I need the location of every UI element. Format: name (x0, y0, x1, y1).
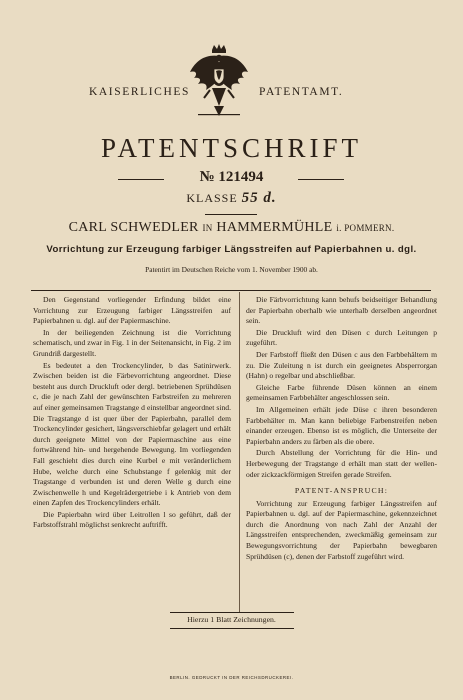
document-title: PATENTSCHRIFT (100, 133, 363, 163)
imperial-eagle-emblem (188, 44, 250, 118)
inventor-in: IN (202, 223, 213, 233)
paragraph: Im Allgemeinen erhält jede Düse c ihren besonderen Farbbehälter m. Man kann beliebige Farbenstreifen neben einander erzeugen. Ebenso ist es möglich, die Unterseite der Papierbahn anders zu färben als die obere. (246, 404, 437, 446)
header-office-right: PATENTAMT. (259, 86, 344, 98)
klasse-label: KLASSE (186, 191, 238, 205)
paragraph: Die Druckluft wird den Düsen c durch Leitungen p zugeführt. (246, 327, 437, 348)
inventor-region: i. POMMERN. (336, 223, 395, 233)
paragraph: Gleiche Farbe führende Düsen können an einem gemeinsamen Farbbehälter angeschlossen sein. (246, 382, 437, 403)
right-column (246, 295, 437, 563)
claim-heading: PATENT-ANSPRUCH: (294, 486, 389, 496)
drawings-note: Hierzu 1 Blatt Zeichnungen. (187, 615, 276, 624)
paragraph: Es bedeutet a den Trockencylinder, b das Satinirwerk. Zwischen beiden ist die Färbevorrichtung angeordnet. Diese besteht aus durch Druckluft oder dergl. betriebenen Sprühdüsen c, die je nach Zahl der gewünschten Farbstreifen zu mehreren auf einer gemeinsamen Tragstange d einstellbar angeordnet sind. Die Tragstange d ist quer über der Papierbahn, parallel dem Trockencylinder gesichert, längsverschiebfar gelagert und erhält durch geeignete Mittel von der Papiermaschine aus eine fortwährend hin- und hergehende Bewegung. Im vorliegenden Fall geschieht dies durch eine Kurbel e mit veränderlichem Hube, welche durch eine Schubstange f gelenkig mit der Tragstange d verbunden ist und deren Welle g durch eine Zwischenwelle h und Kegelrädergetriebe i k Antrieb von dem einen Zapfen des Trockencylinders erhält. (33, 360, 231, 508)
paragraph: Den Gegenstand vorliegender Erfindung bildet eine Vorrichtung zur Erzeugung farbiger Längsstreifen auf Papierbahnen u. dgl. auf der Papiermaschine. (33, 295, 231, 326)
patent-class (0, 190, 463, 207)
header-rule (31, 290, 431, 291)
printer-imprint: BERLIN. GEDRUCKT IN DER REICHSDRUCKEREI. (169, 675, 294, 680)
paragraph: Der Farbstoff fließt den Düsen c aus den Farbbehältern m zu. Die Zuleitung n ist durch ein geeignetes Absperrorgan (Hahn) o regelbar und abschließbar. (246, 349, 437, 381)
inventor-line (0, 220, 463, 236)
column-divider (239, 292, 240, 612)
paragraph: Die Färbvorrichtung kann behufs beidseitiger Behandlung der Papierbahn oberhalb wie unterhalb derselben angeordnet sein. (246, 295, 437, 326)
left-column (33, 295, 231, 532)
claim-text: Vorrichtung zur Erzeugung farbiger Längsstreifen auf Papierbahnen u. dgl. auf der Papiermaschine, gekennzeichnet durch die Anordnung von nach Zahl der Anzahl der Längsstreifen entsprechenden, zweckmäßig gemeinsam zur Bewegungsvorrichtung der Papierbahn bewegbaren Sprühdüsen (c), denen der Farbstoff zugeführt wird. (246, 498, 437, 561)
paragraph: Durch Abstellung der Vorrichtung für die Hin- und Herbewegung der Tragstange d erhält man statt der wellen- oder zickzackförmigen Streifen gerade Streifen. (246, 448, 437, 479)
patented-date: Patentirt im Deutschen Reiche vom 1. November 1900 ab. (145, 265, 318, 274)
footer-rule-top (170, 612, 294, 613)
inventor-name: CARL SCHWEDLER (68, 220, 199, 235)
paragraph: Die Papierbahn wird über Leitrollen l so geführt, daß der Farbstoffstrahl möglichst senkrecht auftrifft. (33, 509, 231, 530)
klasse-value: 55 d. (241, 190, 277, 206)
footer-rule-bottom (170, 628, 294, 629)
number-rule-right (298, 179, 344, 180)
patent-number: № 121494 (199, 169, 264, 185)
header-office-left: KAISERLICHES (89, 86, 190, 98)
class-rule (205, 214, 257, 215)
paragraph: In der beiliegenden Zeichnung ist die Vorrichtung schematisch, und zwar in Fig. 1 in der Seitenansicht, in Fig. 2 im Grundriß dargestellt. (33, 327, 231, 358)
inventor-place: HAMMERMÜHLE (216, 220, 333, 235)
invention-title: Vorrichtung zur Erzeugung farbiger Längsstreifen auf Papierbahnen u. dgl. (46, 244, 417, 255)
